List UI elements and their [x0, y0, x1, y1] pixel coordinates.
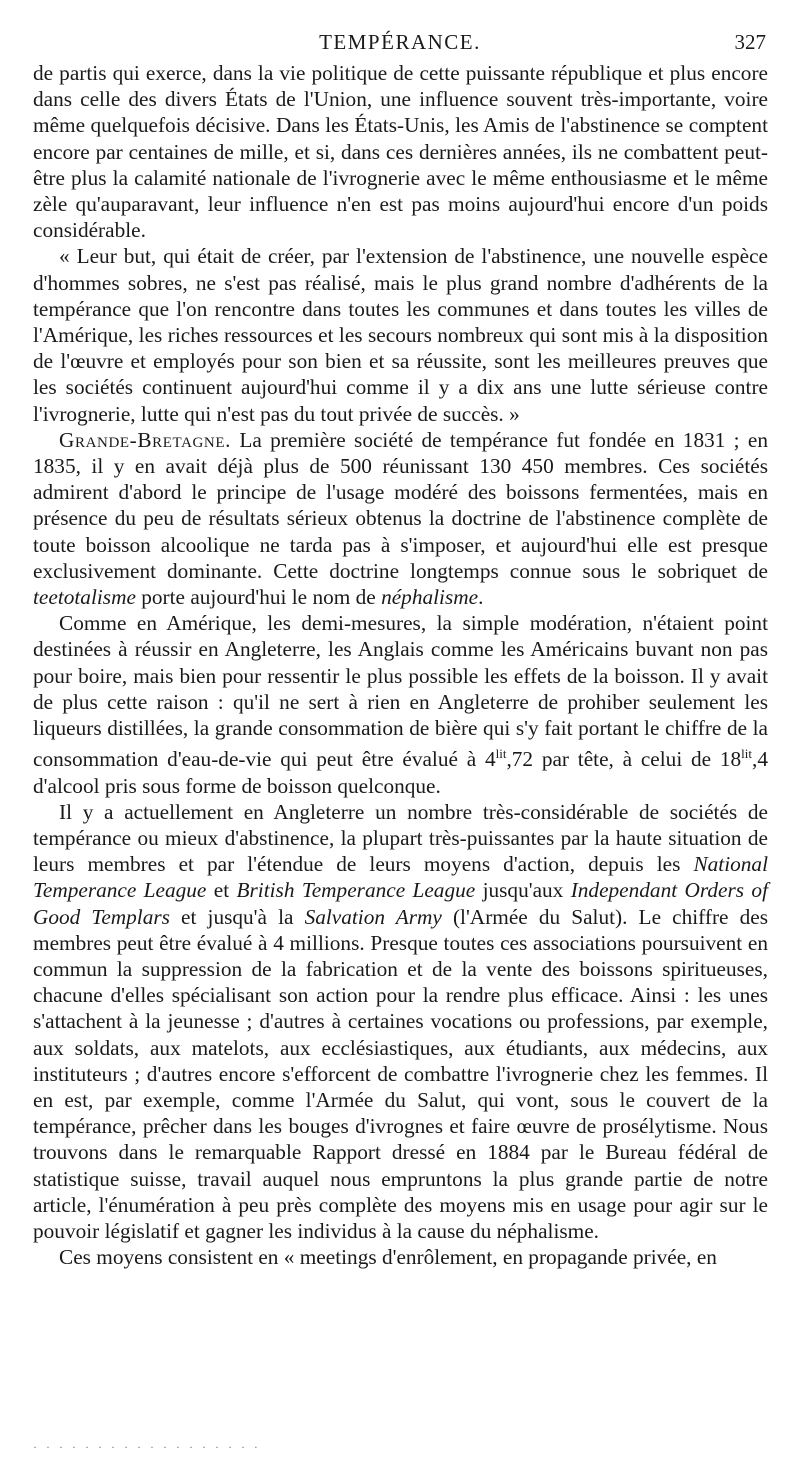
- unit-superscript: lit: [741, 746, 753, 762]
- text-segment: .: [478, 585, 484, 610]
- page-header: [32, 30, 768, 60]
- paragraph-means: Ces moyens consistent en « meetings d'enrôlement, en propagande privée, en: [59, 1245, 717, 1270]
- running-head: TEMPÉRANCE.: [319, 30, 481, 54]
- paragraph-great-britain: [33, 427, 768, 610]
- page-bottom-specks: · · · · · · · · · · · · · · · · · ·: [33, 1440, 261, 1454]
- org-good-templars: Independant Orders of Good Templars: [33, 878, 768, 929]
- term-teetotalisme: teetotalisme: [33, 585, 136, 610]
- section-heading-great-britain: Grande-Bretagne.: [59, 427, 232, 452]
- org-salvation-army: Salvation Army: [304, 904, 442, 929]
- text-segment: ,72 par tête, à celui de 18: [506, 747, 742, 772]
- text-segment: ,4 d'alcool pris sous forme de boisson quelconque.: [33, 747, 768, 798]
- text-segment: La première société de tempérance fut fondée en 1831 ; en 1835, il y en avait déjà plus de 500 réunissant 130 450 membres. Ces sociétés admirent d'abord le principe de l'usage modéré des boissons fermentées, mais en présence du peu de résultats sérieux obtenus la doctrine de l'abstinence complète de toute boisson alcoolique ne tarda pas à s'imposer, et aujourd'hui elle est presque exclusivement dominante. Cette doctrine longtemps connue sous le sobriquet de: [33, 427, 768, 583]
- text-segment: et jusqu'à la: [169, 904, 305, 929]
- org-national-temperance-league: National Temperance League: [33, 852, 768, 903]
- term-nephalisme: néphalisme: [381, 585, 479, 610]
- paragraph-us-abstinence: de partis qui exerce, dans la vie politique de cette puissante république et plus encore dans celle des divers États de l'Union, une influence souvent très-importante, voire même quelquefois décisive. Dans les États-Unis, les Amis de l'abstinence se comptent encore par centaines de mille, et si, dans ces dernières années, ils ne combattent peut-être plus la calamité nationale de l'ivrognerie avec le même enthousiasme et le même zèle qu'auparavant, leur influence n'en est pas moins aujourd'hui encore d'un poids considérable.: [33, 61, 768, 243]
- text-segment: et: [206, 878, 237, 903]
- paragraph-quotation: « Leur but, qui était de créer, par l'extension de l'abstinence, une nouvelle espèce d'hommes sobres, ne s'est pas réalisé, mais le plus grand nombre d'adhérents de la tempérance que l'on rencontre dans toutes les communes et dans toutes les villes de l'Amérique, les riches ressources et les secours nombreux qui sont mis à la disposition de l'œuvre et employés pour son bien et sa réussite, sont les meilleures preuves que les sociétés continuent aujourd'hui comme il y a dix ans une lutte sérieuse contre l'ivrognerie, lutte qui n'est pas du tout privée de succès. »: [33, 244, 768, 426]
- page-number: 327: [734, 30, 766, 54]
- page-body: [33, 60, 768, 1270]
- unit-superscript: lit: [495, 746, 507, 762]
- paragraph-comparison-america: [33, 610, 768, 799]
- text-segment: (l'Armée du Salut). Le chiffre des membres peut être évalué à 4 millions. Presque toutes ces associations poursuivent en commun la suppression de la fabrication et de la vente des boissons spiritueuses, chacune d'elles spécialisant son action pour la rendre plus efficace. Ainsi : les unes s'attachent à la jeunesse ; d'autres à certaines vocations ou professions, par exemple, aux soldats, aux matelots, aux ecclésiastiques, aux étudiants, aux médecins, aux instituteurs ; d'autres encore s'efforcent de combattre l'ivrognerie chez les femmes. Il en est, par exemple, comme l'Armée du Salut, qui vont, sous le couvert de la tempérance, prêcher dans les bouges d'ivrognes et faire œuvre de prosélytisme. Nous trouvons dans le remarquable Rapport dressé en 1884 par le Bureau fédéral de statistique suisse, travail auquel nous empruntons la plus grande partie de notre article, l'énumération à peu près complète des moyens mis en usage pour agir sur le pouvoir législatif et gagner les individus à la cause du néphalisme.: [33, 904, 768, 1244]
- text-segment: Comme en Amérique, les demi-mesures, la simple modération, n'étaient point destinées à réussir en Angleterre, les Anglais comme les Américains buvant non pas pour boire, mais bien pour ressentir le plus possible les effets de la boisson. Il y avait de plus cette raison : qu'il ne sert à rien en Angleterre de prohiber seulement les liqueurs distillées, la grande consommation de bière qui s'y fait portant le chiffre de la consommation d'eau-de-vie qui peut être évalué à 4: [33, 611, 768, 772]
- paragraph-societies: [33, 799, 768, 1244]
- text-segment: Il y a actuellement en Angleterre un nombre très-considérable de sociétés de tempérance ou mieux d'abstinence, la plupart très-puissantes par la haute situation de leurs membres et par l'étendue de leurs moyens d'action, depuis les: [33, 799, 768, 877]
- text-segment: porte aujourd'hui le nom de: [135, 585, 382, 610]
- text-segment: jusqu'aux: [475, 878, 571, 903]
- org-british-temperance-league: British Temperance League: [236, 878, 476, 903]
